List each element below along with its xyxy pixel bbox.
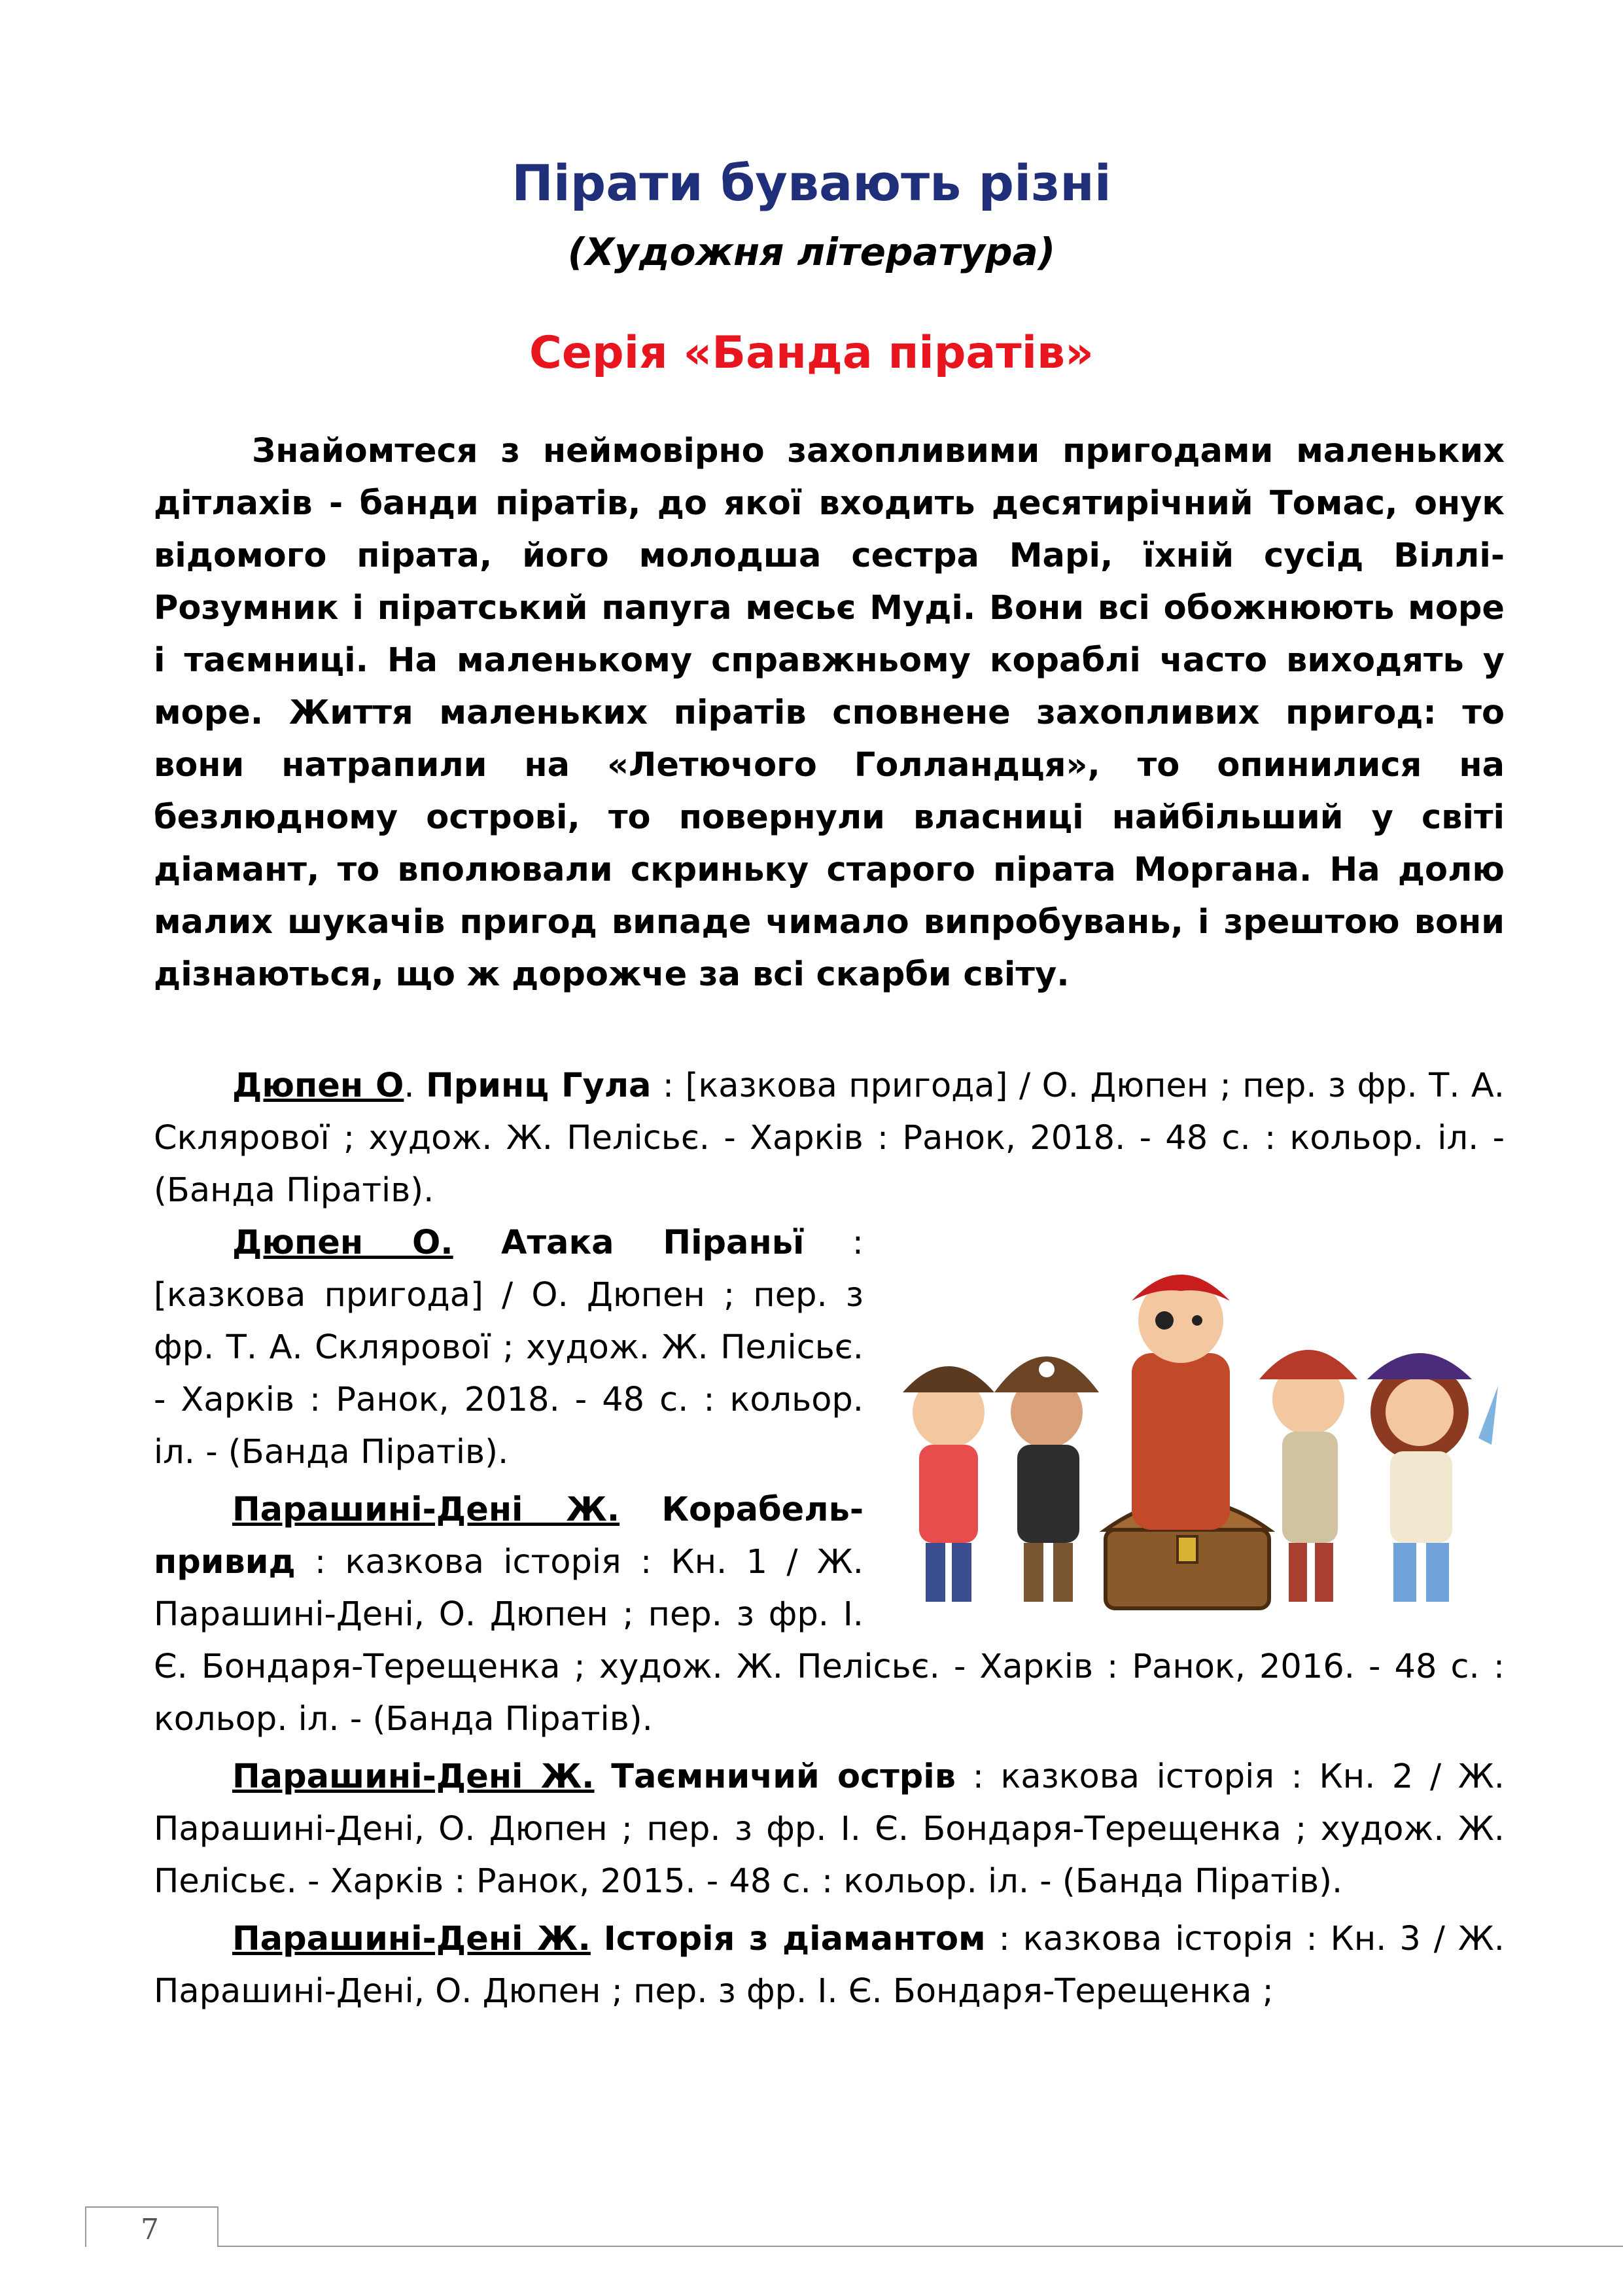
entry-separator xyxy=(595,1757,612,1796)
entry-book-title: Таємничий острів xyxy=(611,1757,956,1796)
entry-separator xyxy=(453,1224,501,1262)
entry-details: : казкова історія : Кн. 3 / Ж. Парашині-Дені, О. Дюпен ; пер. з фр. І. Є. Бондаря-Терещенка ; xyxy=(154,1920,1505,2011)
entry-author: Парашині-Дені Ж. xyxy=(232,1491,620,1529)
bibliography-entry xyxy=(154,1751,1505,1908)
entry-details: : казкова історія : Кн. 2 / Ж. Парашині-Дені, О. Дюпен ; пер. з фр. І. Є. Бондаря-Терещенка ; худож. Ж. Пелісьє. - Харків : Ранок, 2015. - 48 с. : кольор. іл. - (Банда Піратів). xyxy=(154,1757,1505,1901)
entry-separator xyxy=(591,1920,604,1958)
bibliography-entry xyxy=(154,1060,1505,1217)
pirate-illustration-drawing xyxy=(890,1222,1505,1615)
bibliography-list xyxy=(154,1060,1505,2018)
entry-details: : [казкова пригода] / О. Дюпен ; пер. з фр. Т. А. Склярової ; худож. Ж. Пелісьє. - Харків : Ранок, 2018. - 48 с. : кольор. іл. - (Банда Піратів). xyxy=(154,1067,1505,1210)
intro-paragraph: Знайомтеся з неймовірно захопливими пригодами маленьких дітлахів - банди піратів, до якої входить десятирічний Томас, онук відомого пірата, його молодша сестра Марі, їхній сусід Віллі-Розумник і піратський папуга месьє Муді. Вони всі обожнюють море і таємниці. На маленькому справжньому кораблі часто виходять у море. Життя маленьких піратів сповнене захопливих пригод: то вони натрапили на «Летючого Голландця», то опинилися на безлюдному острові, то повернули власниці найбільший у світі діамант, то вполювали скриньку старого пірата Моргана. На долю малих шукачів пригод випаде чимало випробувань, і зрештою вони дізнаються, що ж дорожче за всі скарби світу. xyxy=(154,432,1505,994)
entry-details: : [казкова пригода] / О. Дюпен ; пер. з фр. Т. А. Склярової ; худож. Ж. Пелісьє. - Харків : Ранок, 2018. - 48 с. : кольор. іл. - (Банда Піратів). xyxy=(154,1224,864,1472)
entry-book-title: Історія з діамантом xyxy=(603,1920,986,1958)
entry-details: : казкова історія : Кн. 1 / Ж. Парашині-Дені, О. Дюпен ; пер. з фр. І. Є. Бондаря-Терещенка ; худож. Ж. Пелісьє. - Харків : Ранок, 2016. - 48 с. : кольор. іл. - (Банда Піратів). xyxy=(154,1543,1505,1739)
entry-author: Дюпен О xyxy=(232,1067,404,1105)
bibliography-entry xyxy=(154,1913,1505,2018)
section-subtitle: (Художня література) xyxy=(567,230,1056,274)
entry-author: Парашині-Дені Ж. xyxy=(232,1920,591,1958)
pirate-children-illustration xyxy=(890,1222,1505,1615)
footer-rule xyxy=(85,2246,1623,2247)
entry-book-title: Принц Гула xyxy=(426,1067,652,1105)
entry-separator xyxy=(620,1491,661,1529)
page-title: Пірати бувають різні xyxy=(512,154,1111,212)
entry-author: Дюпен О. xyxy=(232,1224,453,1262)
series-heading: Серія «Банда піратів» xyxy=(529,327,1094,379)
entry-separator: . xyxy=(404,1067,427,1105)
entry-book-title: Атака Піраньї xyxy=(501,1224,805,1262)
page-number: 7 xyxy=(141,2213,159,2246)
entry-book-title: Корабель-привид xyxy=(154,1491,864,1581)
entry-author: Парашині-Дені Ж. xyxy=(232,1757,595,1796)
